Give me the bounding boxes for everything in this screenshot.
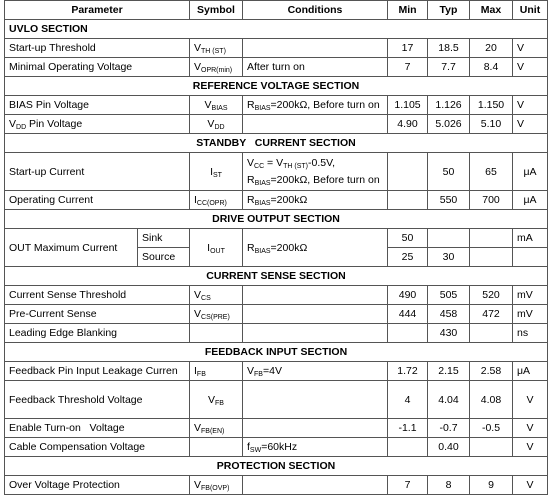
max-cell: 4.08 [470,381,513,419]
conditions-cell [243,362,388,381]
symbol-cell [190,58,243,77]
cond-rest: =60kHz [261,441,298,453]
max-cell [470,438,513,457]
table-row [5,39,548,58]
min-cell: 17 [388,39,428,58]
symbol-cell [190,438,243,457]
min-cell: -1.1 [388,419,428,438]
unit-cell: ns [513,324,548,343]
symbol-cell [190,381,243,419]
table-row [5,229,548,248]
unit-cell: V [513,419,548,438]
table-row [5,153,548,191]
typ-cell: 50 [428,153,470,191]
param-subscript: DD [16,124,27,131]
conditions-cell [243,419,388,438]
cond-subscript: BIAS [254,200,271,207]
max-cell: 2.58 [470,362,513,381]
section-title: FEEDBACK INPUT SECTION [5,343,548,362]
symbol-subscript: DD [214,124,225,131]
symbol-cell [190,229,243,267]
max-cell: -0.5 [470,419,513,438]
typ-cell: 7.7 [428,58,470,77]
param-cell [5,115,190,134]
symbol-cell [190,324,243,343]
unit-cell: V [513,476,548,495]
max-cell: 520 [470,286,513,305]
table-row [5,115,548,134]
cond-main: R [247,194,255,206]
header-typ: Typ [428,1,470,20]
symbol-cell [190,362,243,381]
conditions-cell: After turn on [243,58,388,77]
electrical-characteristics-table [4,0,548,495]
conditions-cell [243,115,388,134]
table-row [5,324,548,343]
cond-line-2 [247,172,383,189]
symbol-main: V [194,42,202,54]
unit-cell: μA [513,191,548,210]
symbol-main: V [207,118,215,130]
unit-cell: mA [513,229,548,248]
param-cell: Leading Edge Blanking [5,324,190,343]
typ-cell: -0.7 [428,419,470,438]
typ-cell: 458 [428,305,470,324]
symbol-cell [190,96,243,115]
symbol-subscript: ST [212,171,222,179]
electrical-characteristics-page [4,0,547,495]
table-row [5,191,548,210]
table-row [5,419,548,438]
min-cell: 444 [388,305,428,324]
conditions-cell [243,438,388,457]
param-cell: Over Voltage Protection [5,476,190,495]
table-row [5,305,548,324]
table-row [5,362,548,381]
symbol-cell [190,286,243,305]
min-cell [388,191,428,210]
cond-subscript: SW [249,447,262,454]
min-cell [388,438,428,457]
param-cell: Start-up Current [5,153,190,191]
symbol-cell [190,39,243,58]
symbol-main: I [194,194,197,206]
min-cell: 7 [388,476,428,495]
typ-cell: 0.40 [428,438,470,457]
conditions-cell [243,39,388,58]
symbol-main: V [194,61,202,73]
symbol-cell [190,305,243,324]
header-symbol: Symbol [190,1,243,20]
unit-cell: mV [513,286,548,305]
symbol-subscript: BIAS [211,105,228,112]
typ-cell: 18.5 [428,39,470,58]
table-row [5,438,548,457]
cond-main: R [247,99,255,111]
max-cell [470,229,513,248]
table-row [5,381,548,419]
conditions-cell [243,324,388,343]
param-cell: Cable Compensation Voltage [5,438,190,457]
param-cell: BIAS Pin Voltage [5,96,190,115]
conditions-cell [243,305,388,324]
max-cell: 20 [470,39,513,58]
conditions-cell [243,96,388,115]
max-cell: 700 [470,191,513,210]
typ-cell: 30 [428,248,470,267]
symbol-subscript: CS [201,295,211,302]
typ-cell: 5.026 [428,115,470,134]
min-cell: 1.72 [388,362,428,381]
cond-rest: =200kΩ [270,241,308,254]
symbol-subscript: FB(EN) [201,428,225,435]
unit-cell: V [513,438,548,457]
unit-cell: V [513,39,548,58]
symbol-subscript: TH (ST) [201,48,226,55]
max-cell: 5.10 [470,115,513,134]
section-row-reference [5,77,548,96]
cond-rest: =200kΩ, Before turn on [270,99,380,111]
header-min: Min [388,1,428,20]
cond-subscript: BIAS [254,247,271,255]
section-row-current-sense [5,267,548,286]
symbol-main: I [210,165,213,178]
min-cell: 7 [388,58,428,77]
symbol-main: I [207,241,211,254]
cond-subscript: BIAS [254,179,271,187]
typ-cell: 4.04 [428,381,470,419]
param-cell: Pre-Current Sense [5,305,190,324]
symbol-main: V [194,479,202,491]
cond-subscript: TH (ST) [283,162,309,170]
cond-main: V [247,365,255,377]
section-row-feedback [5,343,548,362]
param-cell: Feedback Pin Input Leakage Curren [5,362,190,381]
max-cell: 1.150 [470,96,513,115]
unit-cell: V [513,381,548,419]
param-main: V [9,118,17,130]
symbol-main: V [194,289,202,301]
typ-cell: 1.126 [428,96,470,115]
unit-cell [513,248,548,267]
table-row [5,286,548,305]
cond-main: f [247,441,250,453]
symbol-main: I [194,365,197,377]
symbol-subscript: FB [196,371,206,378]
typ-cell: 430 [428,324,470,343]
typ-cell [428,229,470,248]
param-rest: Pin Voltage [26,118,83,130]
typ-cell: 2.15 [428,362,470,381]
symbol-subscript: OUT [210,247,225,255]
symbol-cell [190,115,243,134]
symbol-main: V [208,393,216,406]
typ-cell: 550 [428,191,470,210]
min-cell: 1.105 [388,96,428,115]
min-cell: 25 [388,248,428,267]
symbol-subscript: FB(OVP) [201,485,230,492]
param-cell: Operating Current [5,191,190,210]
cond-subscript: FB [254,371,263,378]
symbol-main: V [194,422,202,434]
section-title: DRIVE OUTPUT SECTION [5,210,548,229]
conditions-cell [243,229,388,267]
symbol-cell [190,153,243,191]
typ-cell: 8 [428,476,470,495]
param-cell: OUT Maximum Current [5,229,138,267]
section-title: UVLO SECTION [5,20,548,39]
param-cell: Start-up Threshold [5,39,190,58]
symbol-cell [190,419,243,438]
subparam-sink: Sink [138,229,190,248]
section-title: CURRENT SENSE SECTION [5,267,548,286]
cond-rest: =200kΩ [270,194,308,206]
cond-main: R [247,241,255,254]
param-cell: Feedback Threshold Voltage [5,381,190,419]
unit-cell: V [513,115,548,134]
section-row-uvlo [5,20,548,39]
max-cell: 472 [470,305,513,324]
symbol-subscript: OPR(min) [201,67,233,74]
section-title: PROTECTION SECTION [5,457,548,476]
param-cell: Enable Turn-on Voltage [5,419,190,438]
header-unit: Unit [513,1,548,20]
conditions-cell [243,191,388,210]
symbol-cell [190,191,243,210]
section-row-standby [5,134,548,153]
unit-cell: μA [513,153,548,191]
max-cell [470,324,513,343]
cond-main: R [247,173,255,186]
section-title: REFERENCE VOLTAGE SECTION [5,77,548,96]
table-row [5,58,548,77]
symbol-subscript: CS(PRE) [201,314,230,321]
max-cell: 8.4 [470,58,513,77]
cond-text: -0.5V, [308,156,336,169]
header-conditions: Conditions [243,1,388,20]
conditions-cell [243,153,388,191]
cond-main: V [247,156,255,169]
table-row [5,96,548,115]
subparam-source: Source [138,248,190,267]
conditions-cell [243,286,388,305]
header-parameter: Parameter [5,1,190,20]
unit-cell: mV [513,305,548,324]
section-row-drive [5,210,548,229]
symbol-main: V [204,99,212,111]
cond-text: = V [264,156,284,169]
min-cell [388,153,428,191]
table-header-row [5,1,548,20]
min-cell: 4 [388,381,428,419]
cond-subscript: CC [254,162,265,170]
cond-line-1 [247,155,383,172]
symbol-subscript: CC(OPR) [196,200,227,207]
symbol-main: V [194,308,202,320]
unit-cell: μA [513,362,548,381]
min-cell [388,324,428,343]
cond-rest: =200kΩ, Before turn on [270,173,380,186]
max-cell: 9 [470,476,513,495]
section-title: STANDBY CURRENT SECTION [5,134,548,153]
cond-subscript: BIAS [254,105,271,112]
min-cell: 490 [388,286,428,305]
min-cell: 4.90 [388,115,428,134]
symbol-subscript: FB [215,399,224,407]
cond-rest: =4V [262,365,282,377]
max-cell [470,248,513,267]
unit-cell: V [513,58,548,77]
typ-cell: 505 [428,286,470,305]
max-cell: 65 [470,153,513,191]
header-max: Max [470,1,513,20]
param-cell: Minimal Operating Voltage [5,58,190,77]
unit-cell: V [513,96,548,115]
conditions-cell [243,381,388,419]
section-row-protection [5,457,548,476]
min-cell: 50 [388,229,428,248]
param-cell: Current Sense Threshold [5,286,190,305]
